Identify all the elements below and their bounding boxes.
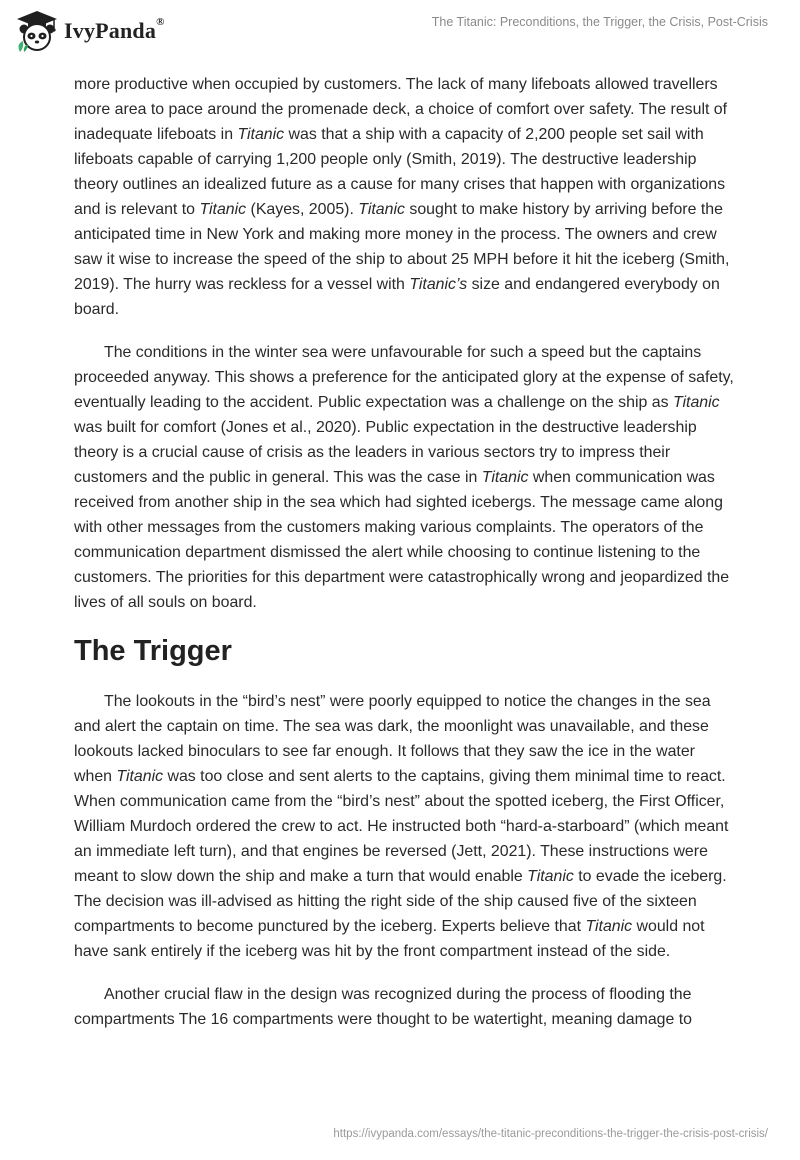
paragraph-2: The conditions in the winter sea were unfavourable for such a speed but the captains proceeded anyway. This shows a preference for the anticipated glory at the expense of safety, eventually leading to the accident. Public expectation was a challenge on the ship as Titanic was built for comfort (Jones et al., 2020). Public expectation in the destructive leadership theory is a crucial cause of crisis as the leaders in various sectors try to impress their customers and the public in general. This was the case in Titanic when communication was received from another ship in the sea which had sighted icebergs. The message came along with other messages from the customers making various complaints. The operators of the communication department dismissed the alert while choosing to continue listening to the customers. The priorities for this department were catastrophically wrong and jeopardized the lives of all souls on board. [74,344,734,611]
italic-title: Titanic [358,201,405,218]
source-url[interactable]: https://ivypanda.com/essays/the-titanic-preconditions-the-trigger-the-crisis-post-crisis/ [333,1128,768,1140]
italic-title: Titanic [237,126,285,143]
running-title: The Titanic: Preconditions, the Trigger, the Crisis, Post-Crisis [431,15,768,29]
italic-title: Titanic [116,768,164,785]
italic-title: Titanic’s [409,276,468,293]
section-heading: The Trigger [74,635,232,667]
paragraph-3: The lookouts in the “bird’s nest” were poorly equipped to notice the changes in the sea and alert the captain on time. The sea was dark, the moonlight was unavailable, and these lookouts lacked binoculars to see far enough. It follows that they saw the ice in the water when Titanic was too close and sent alerts to the captains, giving them minimal time to react. When communication came from the “bird’s nest” about the spotted iceberg, the First Officer, William Murdoch ordered the crew to act. He instructed both “hard-a-starboard” (which meant an immediate left turn), and that engines be reversed (Jett, 2021). These instructions were meant to slow down the ship and make a turn that would enable Titanic to evade the iceberg. The decision was ill-advised as hitting the right side of the ship caused five of the sixteen compartments to become punctured by the iceberg. Experts believe that Titanic would not have sank entirely if the iceberg was hit by the front compartment instead of the side. [74,693,729,960]
italic-title: Titanic [672,394,720,411]
italic-title: Titanic [481,469,529,486]
ivypanda-logo[interactable] [14,8,165,54]
panda-graduate-icon [14,8,60,54]
italic-title: Titanic [527,868,574,885]
paragraph-4: Another crucial flaw in the design was recognized during the process of flooding the compartments The 16 compartments were thought to be watertight, meaning damage to [74,986,693,1028]
paragraph-1: more productive when occupied by customers. The lack of many lifeboats allowed travellers more area to pace around the promenade deck, a choice of comfort over safety. The result of inadequate lifeboats in Titanic was that a ship with a capacity of 2,200 people set sail with lifeboats capable of carrying 1,200 people only (Smith, 2019). The destructive leadership theory outlines an idealized future as a cause for many crises that happen with organizations and is relevant to Titanic (Kayes, 2005). Titanic sought to make history by arriving before the anticipated time in New York and making more money in the process. The owners and crew saw it wise to increase the speed of the ship to about 25 MPH before it hit the iceberg (Smith, 2019). The hurry was reckless for a vessel with Titanic’s size and endangered everybody on board. [74,76,730,318]
logo-wordmark: IvyPanda® [64,16,165,43]
italic-title: Titanic [585,918,633,935]
essay-body [74,72,734,1050]
page-header [0,0,800,64]
italic-title: Titanic [199,201,247,218]
